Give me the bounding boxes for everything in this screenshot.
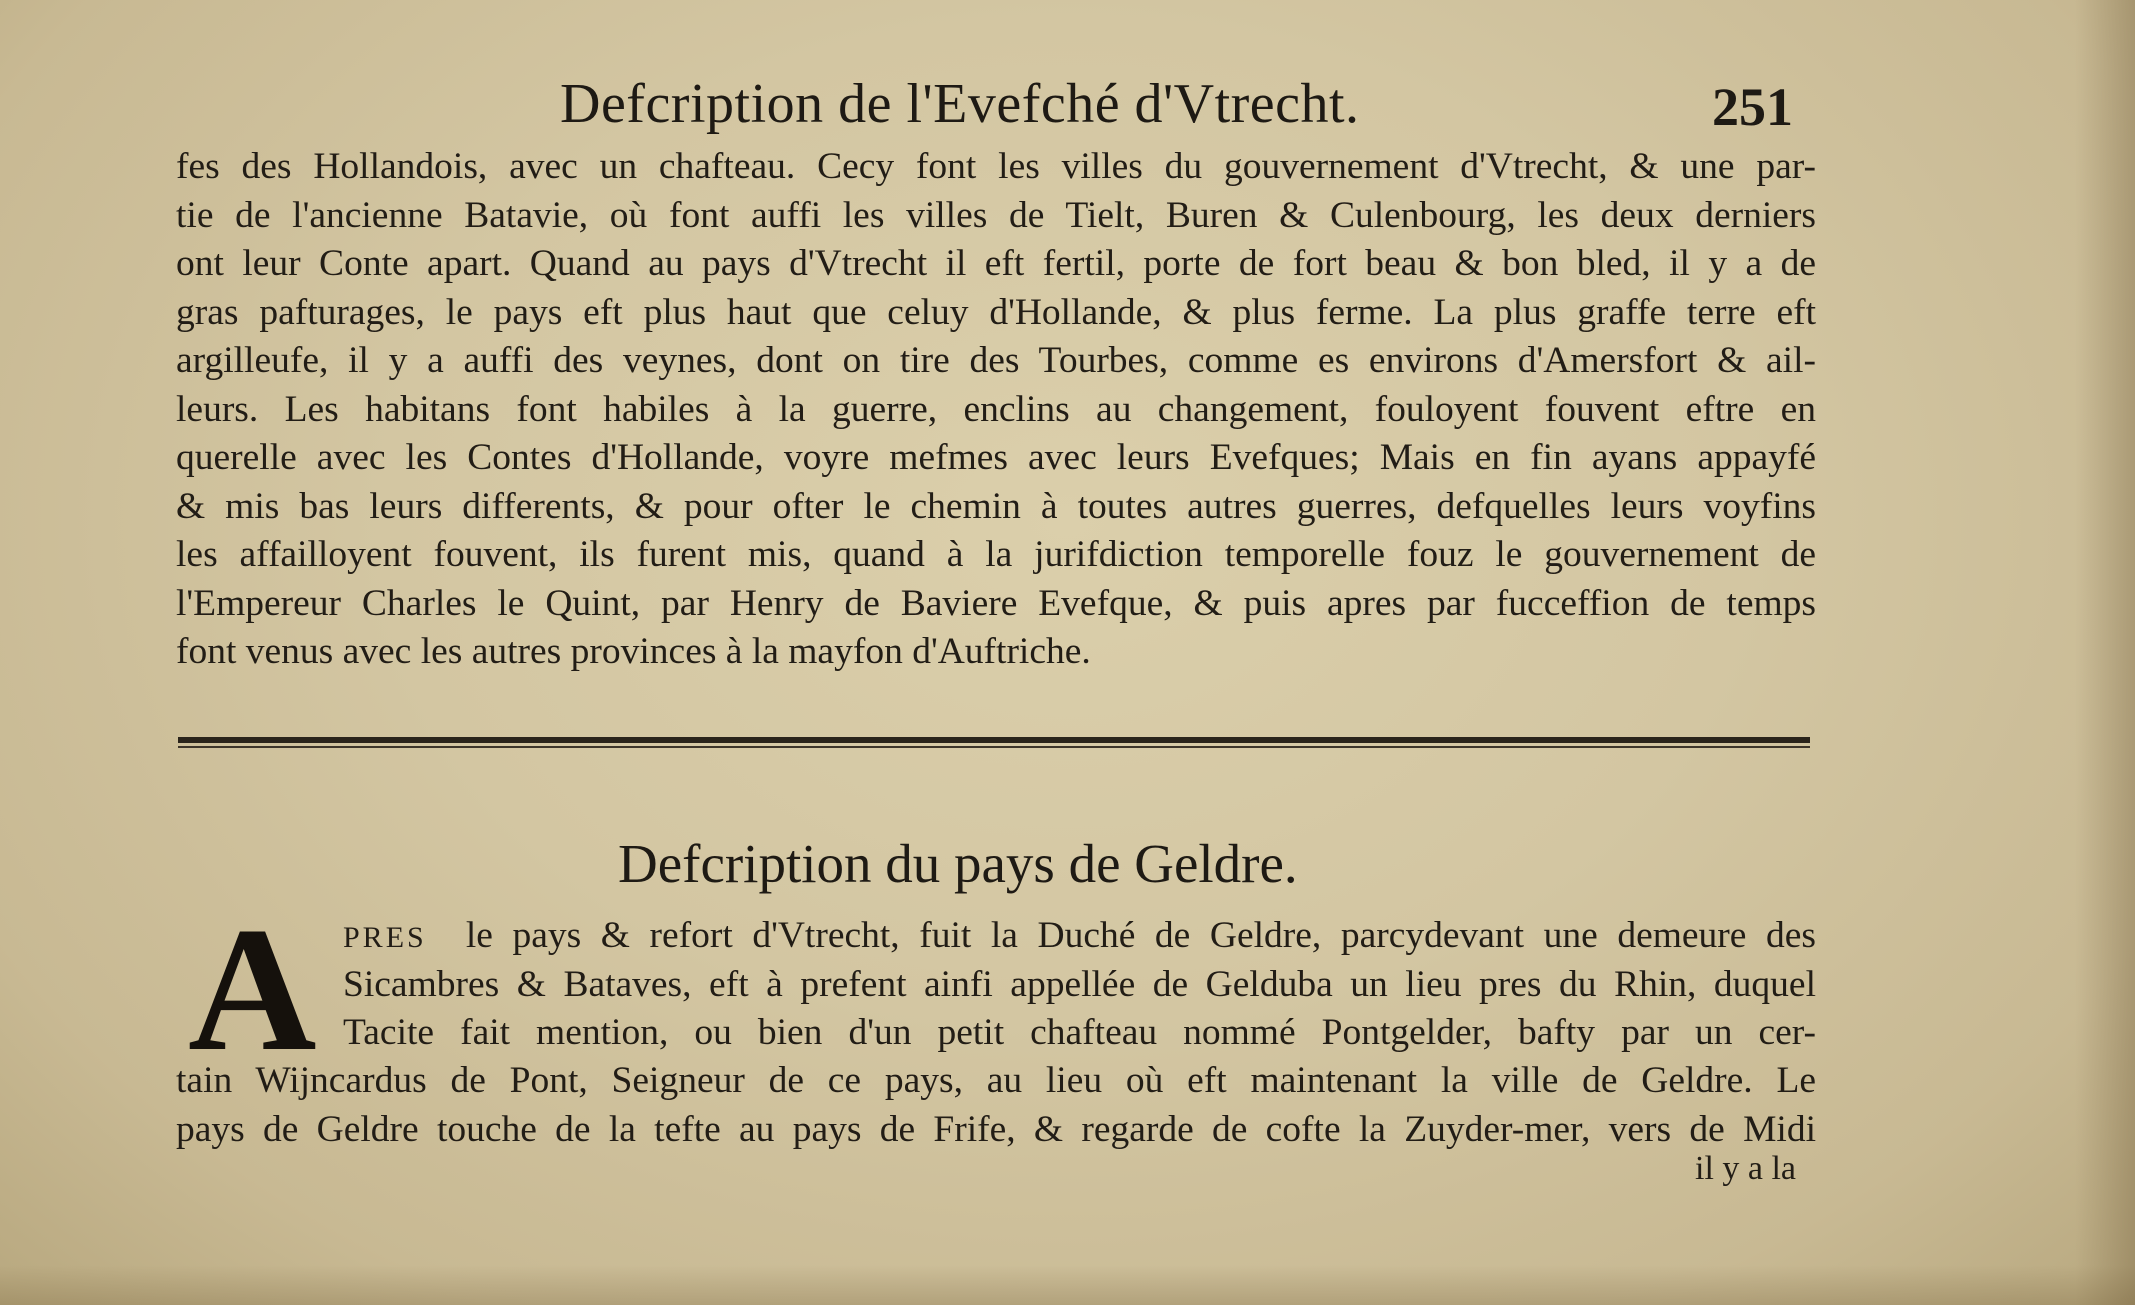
text-line: font venus avec les autres provinces à la mayfon d'Auftriche. [176, 631, 1091, 672]
text-line: Sicambres & Bataves, eft à prefent ainfi appellée de Gelduba un lieu pres du Rhin, duquel [343, 963, 1816, 1005]
text-line: tain Wijncardus de Pont, Seigneur de ce pays, au lieu où eft maintenant la ville de Geldre. Le [176, 1060, 1816, 1101]
text-line: ont leur Conte apart. Quand au pays d'Vtrecht il eft fertil, porte de fort beau & bon bled, il y a de [176, 243, 1816, 284]
text-line: argilleufe, il y a auffi des veynes, dont on tire des Tourbes, comme es environs d'Amersfort & ail- [176, 340, 1816, 381]
section-two-full-body [176, 1057, 1816, 1154]
text-line: gras pafturages, le pays eft plus haut que celuy d'Hollande, & plus ferme. La plus graffe terre eft [176, 291, 1816, 333]
text-line: querelle avec les Contes d'Hollande, voyre mefmes avec leurs Evefques; Mais en fin ayans appayfé [176, 437, 1816, 478]
section-two-indented-body [343, 912, 1816, 1058]
page-number: 251 [1712, 77, 1793, 137]
text-line: fes des Hollandois, avec un chafteau. Cecy font les villes du gouvernement d'Vtrecht, & une par- [176, 146, 1816, 187]
catchword: il y a la [1695, 1150, 1797, 1187]
section-one-body [176, 143, 1816, 677]
running-head-title: Defcription de l'Evefché d'Vtrecht. [560, 73, 1360, 135]
text-line: tie de l'ancienne Batavie, où font auffi les villes de Tielt, Buren & Culenbourg, les deux derniers [176, 194, 1816, 236]
first-word-smallcaps: PRES [343, 921, 427, 954]
section-divider-rule [178, 737, 1810, 743]
text-line-first [343, 912, 1816, 961]
drop-cap-initial: A [188, 890, 317, 1088]
text-line: l'Empereur Charles le Quint, par Henry de Baviere Evefque, & puis apres par fucceffion de temps [176, 582, 1816, 624]
text-line: leurs. Les habitans font habiles à la guerre, enclins au changement, fouloyent fouvent eftre en [176, 388, 1816, 430]
section-title: Defcription du pays de Geldre. [618, 833, 1298, 894]
text-line: Tacite fait mention, ou bien d'un petit chafteau nommé Pontgelder, bafty par un cer- [343, 1012, 1816, 1053]
text-line: les affailloyent fouvent, ils furent mis, quand à la jurifdiction temporelle fouz le gouvernement de [176, 534, 1816, 575]
first-line-text: le pays & refort d'Vtrecht, fuit la Duché de Geldre, parcydevant une demeure des [465, 915, 1816, 956]
text-line: pays de Geldre touche de la tefte au pays de Frife, & regarde de cofte la Zuyder-mer, vers de Midi [176, 1108, 1816, 1150]
text-line: & mis bas leurs differents, & pour ofter le chemin à toutes autres guerres, defquelles leurs voyfins [176, 485, 1816, 527]
